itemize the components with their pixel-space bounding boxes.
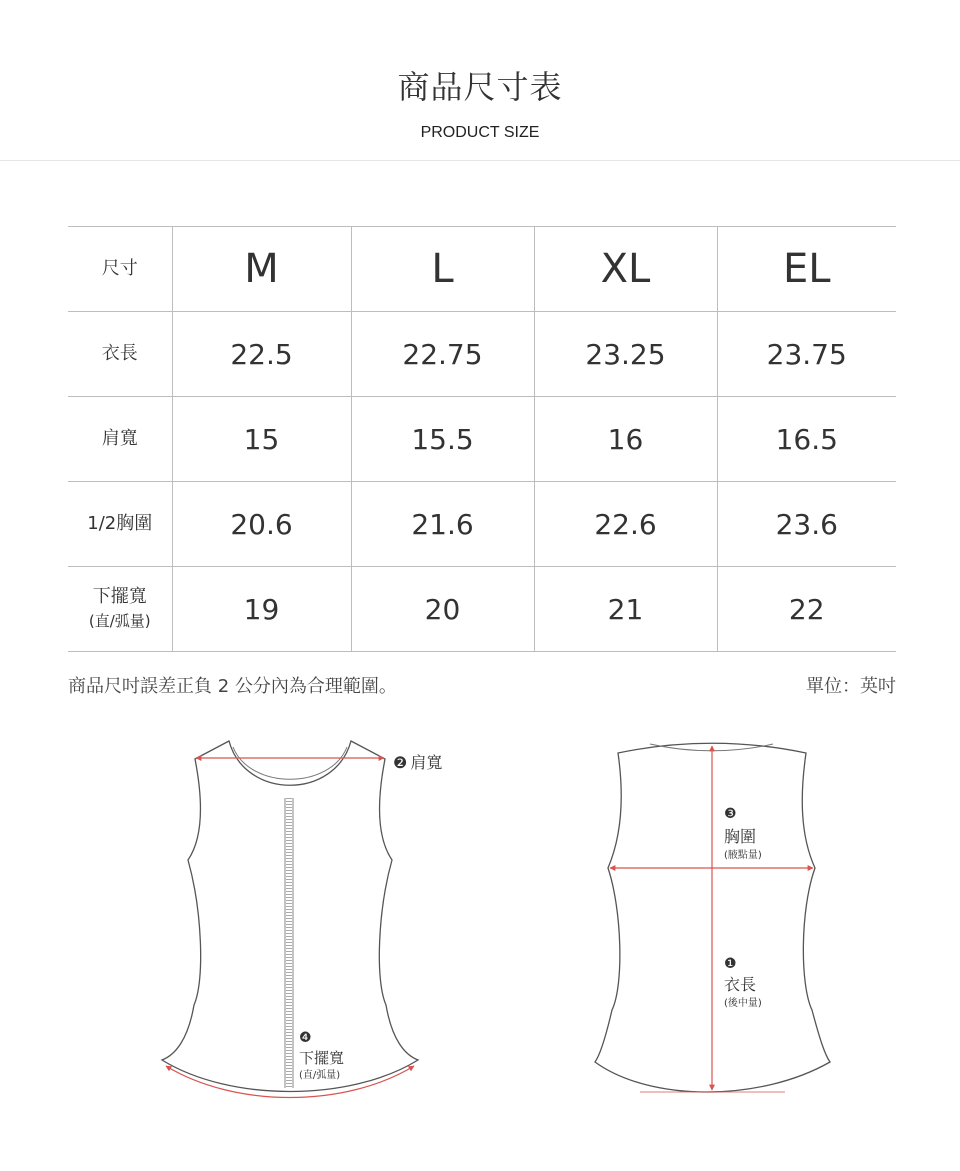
table-cell: 22.5: [172, 312, 351, 397]
table-cell: 20: [351, 567, 534, 652]
shoulder-number-icon: ❷: [393, 753, 408, 772]
row-label-half-chest: 1/2胸圍: [68, 482, 172, 567]
table-cell: 23.25: [534, 312, 717, 397]
length-label-text: 衣長: [724, 975, 757, 994]
tolerance-note: 商品尺吋誤差正負 2 公分內為合理範圍。: [68, 676, 397, 697]
page-subtitle: PRODUCT SIZE: [420, 124, 540, 141]
shoulder-label-text: 肩寬: [410, 753, 443, 772]
chest-number-icon: ❸: [724, 806, 737, 822]
page-header: [0, 0, 960, 160]
table-row: [68, 312, 896, 397]
measurement-diagram: [0, 720, 960, 1171]
table-cell: 15: [172, 397, 351, 482]
chest-label-text: 胸圍: [724, 827, 757, 846]
table-cell: 23.6: [717, 482, 896, 567]
table-row: [68, 482, 896, 567]
row-label-length: 衣長: [68, 312, 172, 397]
front-garment: [162, 741, 418, 1098]
table-cell: 16: [534, 397, 717, 482]
corner-label: 尺寸: [68, 227, 172, 312]
table-cell: 22.6: [534, 482, 717, 567]
unit-note: 單位：英吋: [806, 676, 896, 697]
table-row: [68, 397, 896, 482]
table-cell: 21: [534, 567, 717, 652]
table-cell: 19: [172, 567, 351, 652]
table-cell: 20.6: [172, 482, 351, 567]
length-number-icon: ❶: [724, 956, 737, 972]
table-cell: 22.75: [351, 312, 534, 397]
table-cell: 15.5: [351, 397, 534, 482]
size-header-m: M: [172, 227, 351, 312]
size-header-el: EL: [717, 227, 896, 312]
shoulder-label: [393, 753, 442, 772]
size-table: [68, 226, 896, 652]
size-header-xl: XL: [534, 227, 717, 312]
hem-label-text: 下擺寬: [299, 1049, 345, 1067]
table-cell: 23.75: [717, 312, 896, 397]
page-title: 商品尺寸表: [397, 68, 563, 106]
size-header-l: L: [351, 227, 534, 312]
table-cell: 22: [717, 567, 896, 652]
hem-number-icon: ❹: [299, 1030, 312, 1046]
header-divider: [0, 160, 960, 161]
row-label-hem-sub: (直/弧量): [88, 612, 151, 630]
row-label-hem-main: 下擺寬: [92, 586, 147, 607]
row-label-hem: [68, 567, 172, 652]
front-neckline-inner: [233, 747, 347, 779]
row-label-shoulder: 肩寬: [68, 397, 172, 482]
back-garment: [595, 743, 830, 1092]
table-cell: 16.5: [717, 397, 896, 482]
hem-label-sub: (直/弧量): [299, 1070, 341, 1081]
table-cell: 21.6: [351, 482, 534, 567]
table-header-row: [68, 227, 896, 312]
chest-label-sub: (腋點量): [724, 850, 762, 861]
length-label-sub: (後中量): [724, 998, 762, 1009]
hem-measure-line: [166, 1066, 414, 1098]
table-row: [68, 567, 896, 652]
